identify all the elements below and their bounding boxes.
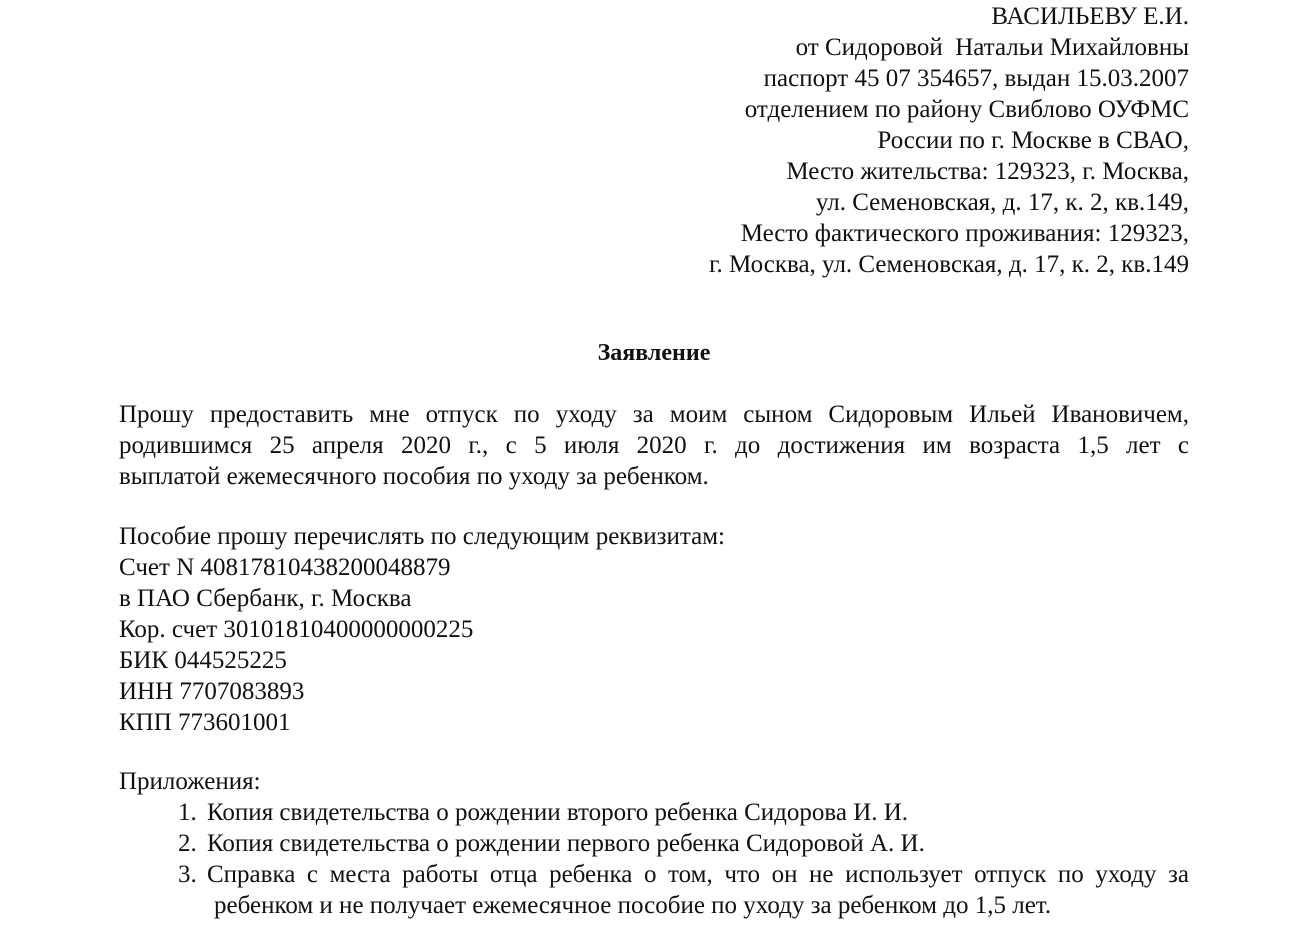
list-item	[119, 859, 1189, 921]
bank-name: в ПАО Сбербанк, г. Москва	[119, 585, 412, 612]
account-number: Счет N 40817810438200048879	[119, 554, 451, 581]
attachments-section	[119, 766, 1189, 921]
list-item-text-line-1: Справка с места работы отца ребенка о том, что он не использует отпуск по уходу за	[207, 861, 1189, 888]
addressee-block	[489, 1, 1189, 280]
list-item-number: 3.	[178, 861, 197, 888]
correspondent-account: Кор. счет 30101810400000000225	[119, 616, 474, 643]
list-item-text-line-2: ребенком и не получает ежемесячное пособие по уходу за ребенком до 1,5 лет.	[214, 892, 1052, 919]
list-item	[119, 797, 1189, 828]
passport-line: паспорт 45 07 354657, выдан 15.03.2007	[763, 65, 1189, 92]
list-item	[119, 828, 1189, 859]
attachments-list	[119, 797, 1189, 921]
bik-code: БИК 044525225	[119, 647, 287, 674]
inn-code: ИНН 7707083893	[119, 678, 305, 705]
passport-issuer-region: России по г. Москве в СВАО,	[877, 127, 1189, 154]
list-item-text: Копия свидетельства о рождении второго ребенка Сидорова И. И.	[207, 799, 909, 826]
request-line-1: Прошу предоставить мне отпуск по уходу за моим сыном Сидоровым Ильей Ивановичем,	[119, 401, 1189, 428]
actual-street-line: г. Москва, ул. Семеновская, д. 17, к. 2, кв.149	[709, 251, 1189, 278]
request-paragraph	[119, 399, 1189, 492]
list-item-text: Копия свидетельства о рождении первого ребенка Сидоровой А. И.	[207, 830, 925, 857]
sender-name: от Сидоровой Натальи Михайловны	[795, 34, 1189, 61]
passport-issuer-line: отделением по району Свиблово ОУФМС	[744, 96, 1189, 123]
request-line-2: родившимся 25 апреля 2020 г., с 5 июля 2020 г. до достижения им возраста 1,5 лет с	[119, 432, 1189, 459]
actual-address-line: Место фактического проживания: 129323,	[740, 220, 1189, 247]
registration-street-line: ул. Семеновская, д. 17, к. 2, кв.149,	[815, 189, 1189, 216]
bank-requisites	[119, 521, 1189, 738]
request-line-3: выплатой ежемесячного пособия по уходу за ребенком.	[119, 463, 709, 490]
requisites-intro: Пособие прошу перечислять по следующим реквизитам:	[119, 523, 725, 550]
registration-address-line: Место жительства: 129323, г. Москва,	[786, 158, 1189, 185]
document-title: Заявление	[597, 340, 711, 366]
list-item-number: 1.	[178, 799, 197, 826]
attachments-heading: Приложения:	[119, 768, 261, 795]
addressee-name: ВАСИЛЬЕВУ Е.И.	[991, 3, 1189, 30]
kpp-code: КПП 773601001	[119, 709, 291, 736]
list-item-number: 2.	[178, 830, 197, 857]
